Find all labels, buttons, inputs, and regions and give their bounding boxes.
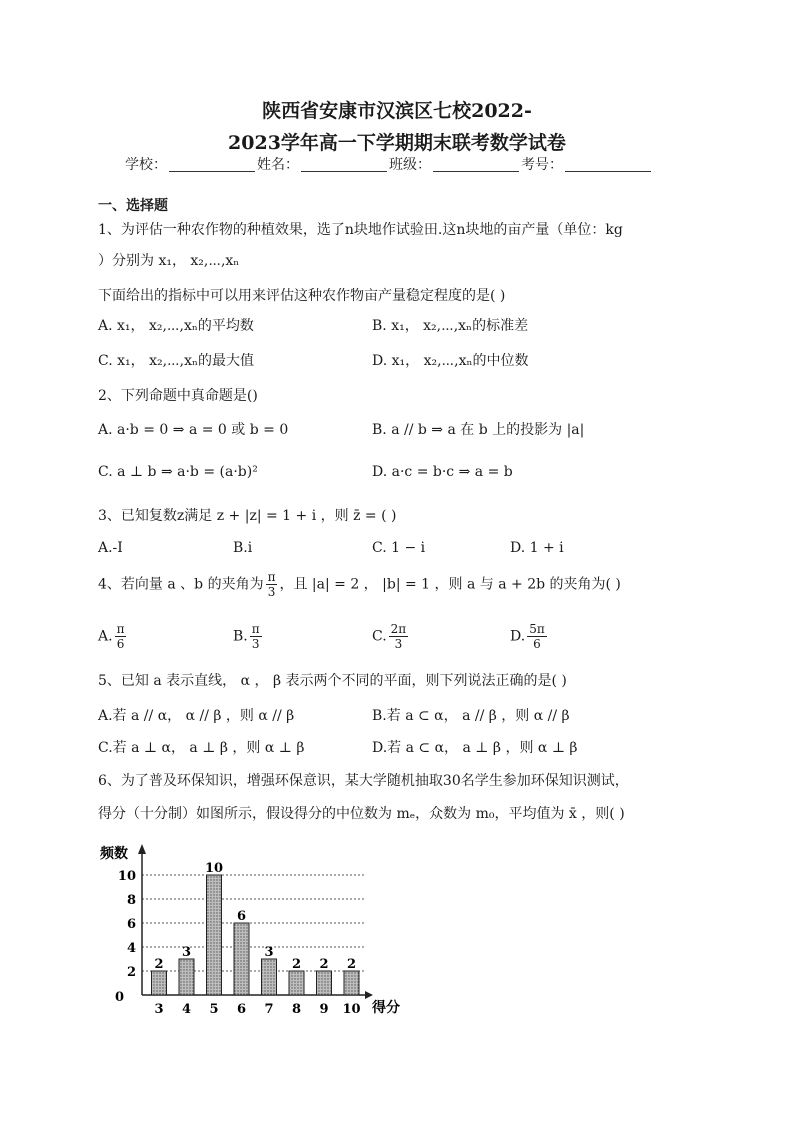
q2-stem: 2、下列命题中真命题是() [98,388,258,404]
q3-option-c: C. 1 − i [372,540,426,556]
q4-a-den: 6 [116,637,125,651]
q5-option-b: B.若 a ⊂ α， a // β ，则 α // β [372,708,570,724]
q5-option-c: C.若 a ⊥ α， a ⊥ β ，则 α ⊥ β [98,740,305,756]
school-label: 学校： [125,157,167,173]
bar-value-label: 6 [236,909,247,924]
section-heading: 一、选择题 [98,198,168,214]
q4-c-label: C. [372,628,387,645]
q4-a-num: π [116,622,125,636]
x-tick-label: 7 [264,1002,274,1017]
q4-b-den: 3 [251,637,260,651]
q4-option-a [98,622,128,651]
x-axis-label: 得分 [372,1000,400,1016]
q4-c-den: 3 [394,637,403,651]
bar [262,959,277,995]
exam-number-label: 考号： [521,157,563,173]
q4-d-label: D. [510,628,526,645]
q6-stem-a: 6、为了普及环保知识，增强环保意识，某大学随机抽取30名学生参加环保知识测试， [98,773,629,789]
school-blank[interactable] [169,157,255,172]
q4-stem [98,570,621,599]
bar-value-label: 3 [264,945,274,960]
q2-option-b: B. a // b ⇒ a 在 b 上的投影为 |a| [372,422,585,438]
x-tick-label: 6 [236,1002,247,1017]
y-tick-label: 0 [114,990,124,1005]
q1-option-b: B. x₁， x₂,⋯,xₙ的标准差 [372,318,529,334]
x-tick-label: 5 [209,1002,219,1017]
bar [179,959,194,995]
q1-stem-b: ）分别为 x₁， x₂,⋯,xₙ [98,253,240,269]
y-tick-label: 10 [117,869,136,884]
q5-option-a: A.若 a // α， α // β ，则 α // β [98,708,295,724]
q3-option-b: B.i [233,540,253,556]
bar [289,971,304,995]
bar-value-label: 2 [154,957,164,972]
q1-option-c: C. x₁， x₂,⋯,xₙ的最大值 [98,353,255,369]
student-info-row [125,154,653,174]
x-tick-label: 4 [181,1002,192,1017]
title-line-2: 2023学年高一下学期期末联考数学试卷 [228,132,566,154]
score-frequency-chart [90,840,420,1025]
x-axis-arrow [365,991,373,999]
name-label: 姓名： [257,157,299,173]
bar-value-label: 3 [181,945,192,960]
y-axis-arrow [138,844,146,854]
q4-stem-fraction [266,570,278,599]
q1-option-d: D. x₁， x₂,⋯,xₙ的中位数 [372,353,529,369]
q1-option-a: A. x₁， x₂,⋯,xₙ的平均数 [98,318,254,334]
q4-c-num: 2π [390,622,407,636]
exam-number-blank[interactable] [565,157,651,172]
q3-option-a: A.-I [98,540,123,556]
q4-stem-frac-num: π [267,570,276,584]
x-tick-label: 10 [342,1002,361,1017]
q2-option-a: A. a·b = 0 ⇒ a = 0 或 b = 0 [98,422,289,438]
q5-option-d: D.若 a ⊂ α， a ⊥ β ，则 α ⊥ β [372,740,578,756]
q2-option-d: D. a·c = b·c ⇒ a = b [372,464,513,480]
bar-value-label: 2 [291,957,302,972]
q4-stem-a: 4、若向量 a 、b 的夹角为 [98,576,264,593]
bar-value-label: 2 [319,957,329,972]
q4-stem-b: ，且 |a| = 2 ， |b| = 1 ，则 a 与 a + 2b 的夹角为( ) [279,576,621,593]
y-axis-label: 频数 [100,846,128,862]
q3-stem: 3、已知复数z满足 z + |z| = 1 + i ，则 z̄ = ( ) [98,508,397,524]
bar [317,971,332,995]
q4-option-c [372,622,410,651]
q1-stem-a: 1、为评估一种农作物的种植效果，选了n块地作试验田.这n块地的亩产量（单位：kg [98,222,623,238]
q4-b-num: π [251,622,260,636]
bar [152,971,167,995]
q1-stem-c: 下面给出的指标中可以用来评估这种农作物亩产量稳定程度的是( ) [98,288,506,304]
y-tick-label: 2 [126,965,136,980]
y-tick-label: 8 [126,893,136,908]
y-tick-label: 6 [126,917,136,932]
title-line-1: 陕西省安康市汉滨区七校2022- [262,100,532,122]
x-tick-label: 8 [291,1002,302,1017]
q4-d-num: 5π [529,622,545,636]
bar-value-label: 10 [204,861,224,876]
y-tick-label: 4 [126,941,136,956]
q6-stem-b: 得分（十分制）如图所示，假设得分的中位数为 mₑ，众数为 m₀，平均值为 x̄ ，则( ) [98,806,625,822]
q5-stem: 5、已知 a 表示直线， α ， β 表示两个不同的平面，则下列说法正确的是( ) [98,673,567,689]
x-tick-label: 9 [319,1002,329,1017]
q4-b-label: B. [233,628,248,645]
q4-option-d [510,622,549,651]
class-blank[interactable] [433,157,519,172]
x-tick-label: 3 [154,1002,164,1017]
q4-a-label: A. [98,628,113,645]
bar [234,923,249,995]
q3-option-d: D. 1 + i [510,540,564,556]
bar-value-label: 2 [346,957,357,972]
name-blank[interactable] [301,157,387,172]
bar [207,875,222,995]
q4-stem-frac-den: 3 [267,585,276,599]
q2-option-c: C. a ⊥ b ⇒ a·b = (a·b)² [98,464,258,480]
bar [344,971,359,995]
q4-d-den: 6 [533,637,541,651]
q4-option-b [233,622,264,651]
class-label: 班级： [389,157,431,173]
